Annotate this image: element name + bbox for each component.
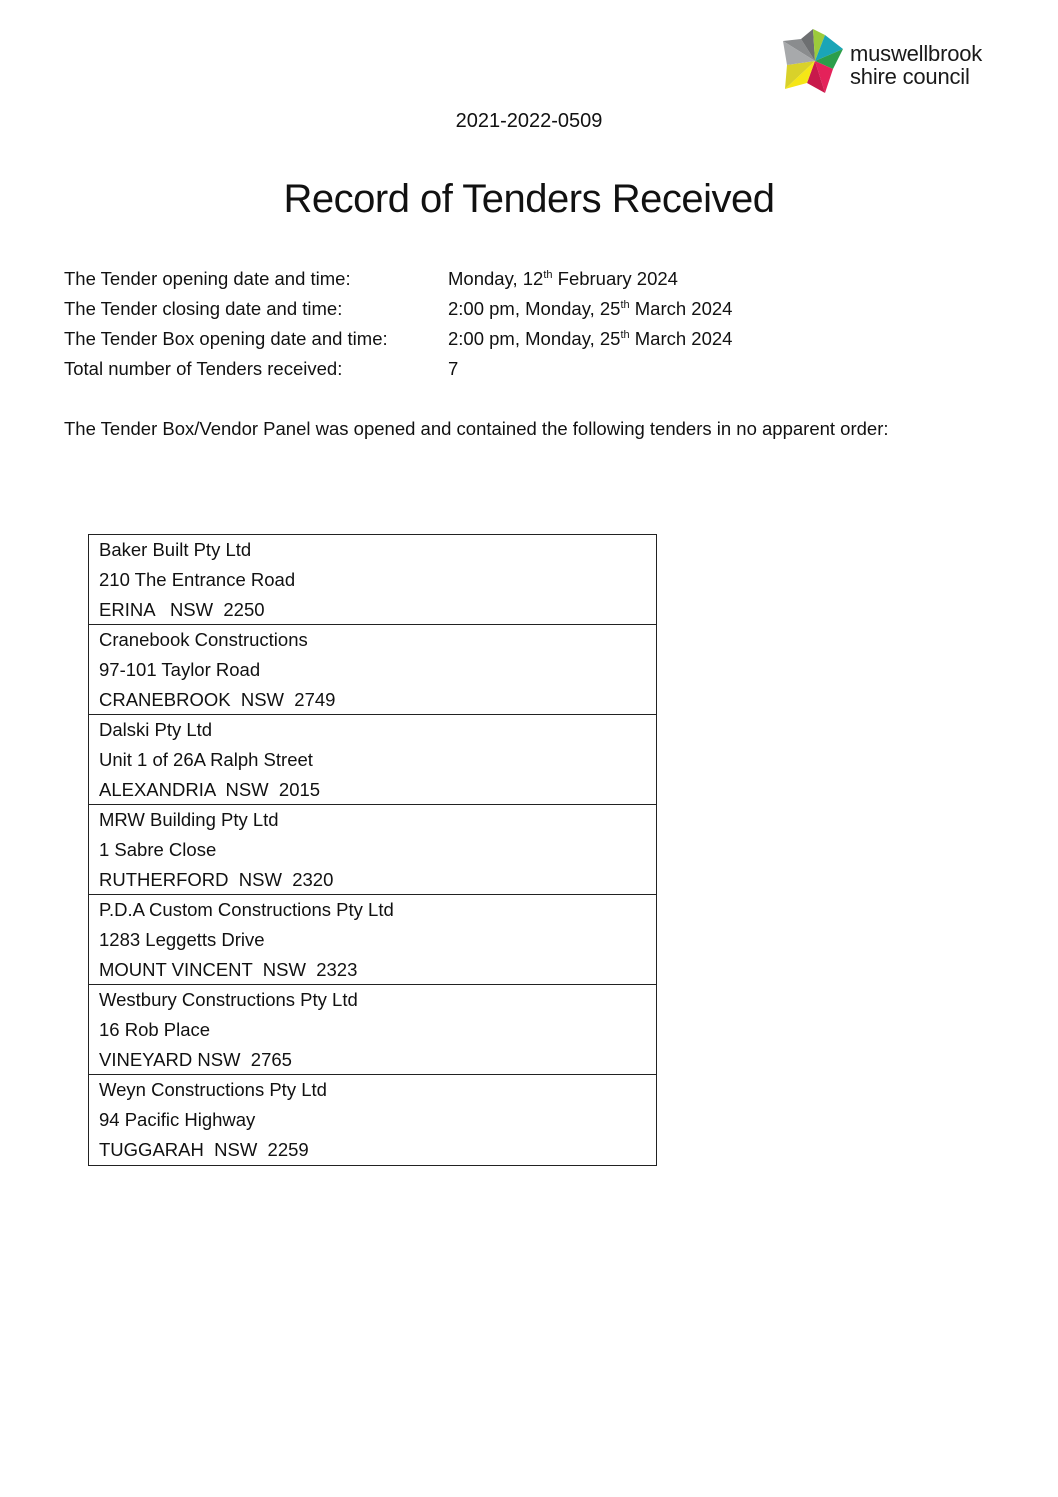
tender-locality: TUGGARAH NSW 2259 [99,1139,309,1160]
detail-row-opening [64,264,964,294]
tender-locality: VINEYARD NSW 2765 [99,1049,292,1070]
tender-entry [89,1075,656,1165]
tender-name: MRW Building Pty Ltd [99,809,279,830]
tender-street: 1 Sabre Close [99,839,217,860]
tender-name: Westbury Constructions Pty Ltd [99,989,358,1010]
tender-street: 210 The Entrance Road [99,569,296,590]
detail-row-box-opening [64,324,964,354]
council-star-icon [781,25,849,95]
tender-street: Unit 1 of 26A Ralph Street [99,749,313,770]
tender-locality: ALEXANDRIA NSW 2015 [99,779,321,800]
tender-locality: CRANEBROOK NSW 2749 [99,689,336,710]
tender-street: 16 Rob Place [99,1019,211,1040]
tender-entry [89,535,656,625]
detail-value: 2:00 pm, Monday, 25th March 2024 [448,328,733,349]
detail-label: The Tender opening date and time: [64,268,351,289]
detail-value: Monday, 12th February 2024 [448,268,678,289]
detail-label: The Tender Box opening date and time: [64,328,388,349]
council-logo [781,25,1009,97]
tender-name: Weyn Constructions Pty Ltd [99,1079,327,1100]
tender-entry [89,805,656,895]
tender-name: P.D.A Custom Constructions Pty Ltd [99,899,394,920]
page-title: Record of Tenders Received [283,177,775,221]
tender-details [64,264,964,384]
detail-label: Total number of Tenders received: [64,358,343,379]
detail-label: The Tender closing date and time: [64,298,343,319]
detail-value: 2:00 pm, Monday, 25th March 2024 [448,298,733,319]
logo-text-line2: shire council [850,64,970,89]
detail-row-closing [64,294,964,324]
tender-street: 94 Pacific Highway [99,1109,256,1130]
document-reference: 2021-2022-0509 [455,110,603,132]
intro-paragraph: The Tender Box/Vendor Panel was opened and contained the following tenders in no apparent order: [64,418,889,439]
tender-name: Dalski Pty Ltd [99,719,213,740]
tender-locality: MOUNT VINCENT NSW 2323 [99,959,358,980]
detail-value: 7 [448,358,459,379]
tenders-table [88,534,657,1166]
tender-name: Baker Built Pty Ltd [99,539,252,560]
tender-name: Cranebook Constructions [99,629,308,650]
tender-entry [89,985,656,1075]
logo-text-line1: muswellbrook [850,41,983,66]
detail-row-total [64,354,964,384]
tender-entry [89,895,656,985]
tender-locality: RUTHERFORD NSW 2320 [99,869,334,890]
tender-entry [89,715,656,805]
tender-street: 1283 Leggetts Drive [99,929,265,950]
tender-street: 97-101 Taylor Road [99,659,261,680]
tender-locality: ERINA NSW 2250 [99,599,265,620]
tender-entry [89,625,656,715]
